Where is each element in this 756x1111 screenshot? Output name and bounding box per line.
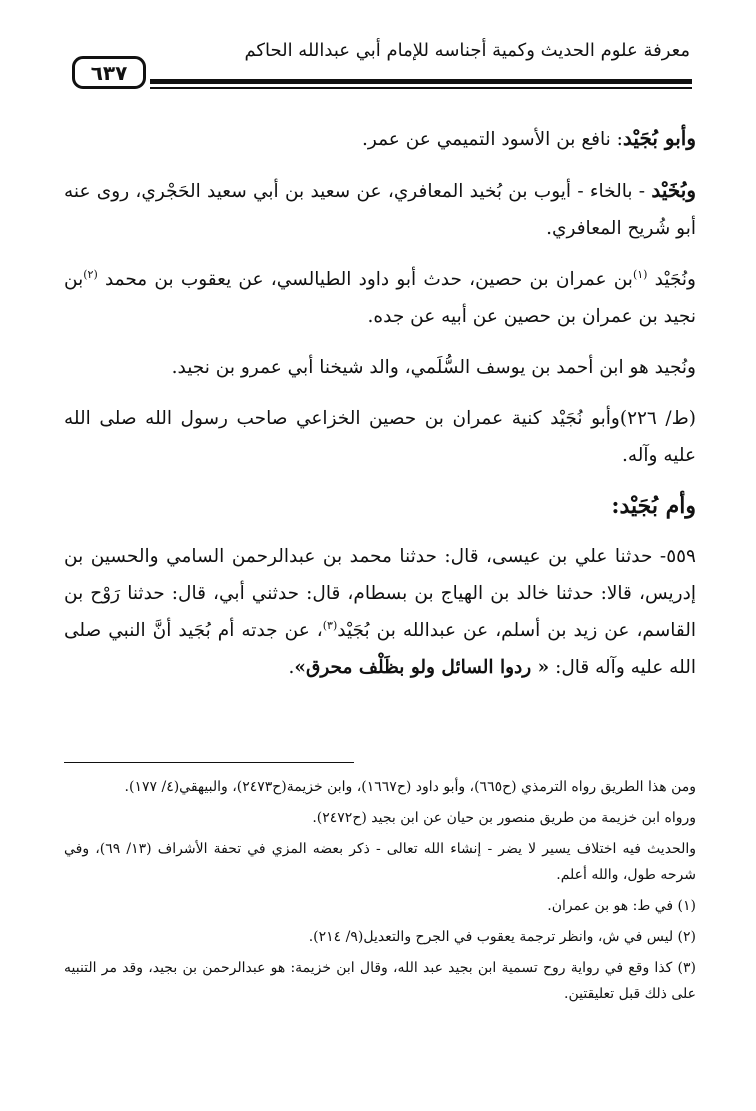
footnote-ref-3[interactable]: (٣) <box>322 618 338 632</box>
entry-keyword: وبُخَيْد <box>651 178 696 202</box>
hadith-quote: « ردوا السائل ولو بظَلْف محرق» <box>294 657 550 678</box>
paragraph-bukhaid <box>64 172 696 247</box>
footnote-1: (١) في ط: هو بن عمران. <box>547 898 696 914</box>
paragraph-nujaid <box>64 261 696 335</box>
footnote-separator <box>64 762 354 763</box>
paragraph-text: - بالخاء - أيوب بن بُخيد المعافري، عن سعيد بن أبي سعيد الحَجْري، روى عنه أبو شُريح المعافري. <box>64 181 696 239</box>
footnote-takhrij-1: ومن هذا الطريق رواه الترمذي (ح٦٦٥)، وأبو داود (ح١٦٦٧)، وابن خزيمة(ح٢٤٧٣)، والبيهقي(٤/ ١٧٧). <box>124 779 696 795</box>
footnote-3: (٣) كذا وقع في رواية روح تسمية ابن بجيد عبد الله، وقال ابن خزيمة: هو عبدالرحمن بن بجيد، وقد مر التنبيه على ذلك قبل تعليقتين. <box>64 960 696 1002</box>
paragraph-hadith-559 <box>64 538 696 686</box>
section-heading <box>64 488 696 526</box>
paragraph-text: بن عمران بن حصين، حدث أبو داود الطيالسي، عن يعقوب بن محمد <box>104 269 633 290</box>
page-number-box <box>72 56 146 89</box>
paragraph-abu-bujaid <box>64 120 696 158</box>
page-number: ٦٣٧ <box>90 60 128 85</box>
header-rule-thick <box>150 79 692 84</box>
header-rule-thin <box>150 87 692 89</box>
footnote-ref-2[interactable]: (٢) <box>83 267 98 281</box>
footnote-takhrij-3: والحديث فيه اختلاف يسير لا يضر - إنشاء الله تعالى - ذكر بعضه المزي في تحفة الأشراف (١٣/ ٦٩)، وفي شرحه طول، والله أعلم. <box>64 841 696 883</box>
paragraph-text: : نافع بن الأسود التميمي عن عمر. <box>362 129 623 150</box>
paragraph-text: ونُجيد هو ابن أحمد بن يوسف السُّلَمي، والد شيخنا أبي عمرو بن نجيد. <box>171 357 696 378</box>
entry-lead: ونُجَيْد <box>654 269 696 290</box>
paragraph-nujaid-sulami <box>64 349 696 386</box>
footnotes <box>64 774 696 1012</box>
paragraph-end: . <box>288 657 295 678</box>
paragraph-abu-nujaid <box>64 400 696 474</box>
main-text <box>64 120 696 700</box>
paragraph-text: بن نجيد بن عمران بن حصين عن أبيه عن جده. <box>64 269 696 327</box>
paragraph-text: (ط/ ٢٢٦)وأبو نُجَيْد كنية عمران بن حصين الخزاعي صاحب رسول الله صلى الله عليه وآله. <box>64 408 696 466</box>
heading-umm-bujaid: وأم بُجَيْد: <box>611 493 696 519</box>
footnote-ref-1[interactable]: (١) <box>632 267 648 281</box>
entry-keyword: وأبو بُجَيْد <box>622 126 696 150</box>
paragraph-text: ، عن جدته أم بُجَيد أنَّ النبي صلى الله عليه وآله قال: <box>64 620 696 678</box>
running-header-title: معرفة علوم الحديث وكمية أجناسه للإمام أبي عبدالله الحاكم <box>244 40 690 61</box>
paragraph-text: ٥٥٩- حدثنا علي بن عيسى، قال: حدثنا محمد بن عبدالرحمن السامي والحسين بن إدريس، قالا: حدثنا خالد بن الهياج بن بسطام، قال: حدثني أبي، قال: حدثنا رَوْح بن القاسم، عن زيد بن أسلم، عن عبدالله بن بُجَيْد <box>64 546 697 641</box>
footnote-takhrij-2: ورواه ابن خزيمة من طريق منصور بن حيان عن ابن بجيد (ح٢٤٧٢). <box>312 810 696 826</box>
footnote-2: (٢) ليس في ش، وانظر ترجمة يعقوب في الجرح والتعديل(٩/ ٢١٤). <box>308 929 696 945</box>
